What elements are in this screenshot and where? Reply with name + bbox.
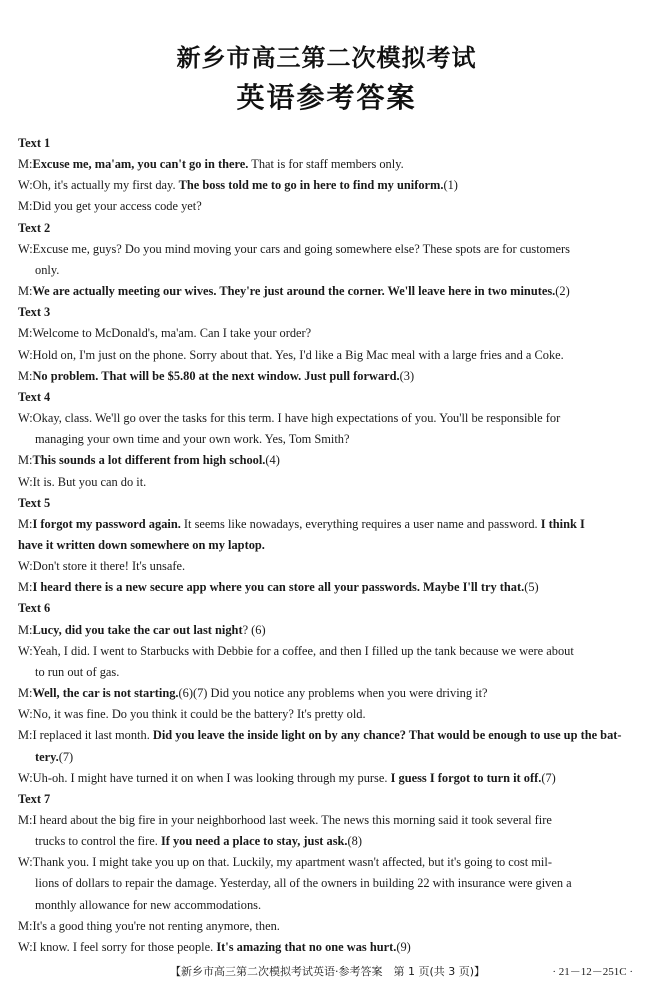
- line-text: (6)(7) Did you notice any problems when you were driving it?: [178, 686, 488, 701]
- answer-highlight: Well, the car is not starting.: [32, 686, 179, 701]
- answer-highlight: I guess I forgot to turn it off.: [390, 770, 542, 785]
- text-heading: [18, 493, 638, 514]
- text-heading: [18, 218, 638, 239]
- answer-highlight: I heard there is a new secure app where you can store all your passwords. Maybe I'll try that.: [32, 580, 525, 595]
- line-text: M:: [18, 686, 33, 701]
- transcript-line: [18, 535, 638, 556]
- transcript-line: [18, 916, 638, 937]
- line-text: W:It is. But you can do it.: [18, 474, 147, 489]
- text-heading: [18, 302, 638, 323]
- answer-highlight: If you need a place to stay, just ask.: [160, 834, 348, 849]
- line-text: W:Oh, it's actually my first day.: [18, 178, 179, 193]
- transcript-line: [18, 345, 638, 366]
- transcript-line: [18, 281, 638, 302]
- document-title: 新乡市高三第二次模拟考试: [176, 44, 477, 72]
- line-text: It seems like nowadays, everything requires a user name and password.: [180, 516, 541, 531]
- transcript-line: [18, 704, 638, 725]
- answer-highlight: Excuse me, ma'am, you can't go in there.: [32, 157, 249, 172]
- transcript-line: [18, 450, 638, 471]
- answer-highlight: This sounds a lot different from high school.: [32, 453, 266, 468]
- line-text: W:Yeah, I did. I went to Starbucks with Debbie for a coffee, and then I filled up the tank because we were about: [18, 643, 574, 658]
- line-text: (2): [555, 284, 570, 299]
- line-text: (9): [396, 939, 411, 954]
- answer-highlight: We are actually meeting our wives. They're just around the corner. We'll leave here in two minutes.: [32, 284, 556, 299]
- line-text: (7): [541, 770, 556, 785]
- line-text: M:Did you get your access code yet?: [18, 199, 202, 214]
- answer-highlight: Did you leave the inside light on by any chance? That would be enough to use up the bat-: [152, 728, 622, 743]
- line-text: M:: [18, 622, 33, 637]
- transcript-line-continued: [18, 662, 638, 683]
- line-text: M:: [18, 453, 33, 468]
- document-subtitle: 英语参考答案: [236, 81, 417, 114]
- line-text: W:Thank you. I might take you up on that. Luckily, my apartment wasn't affected, but it's going to cost mil-: [18, 855, 552, 870]
- text-heading: [18, 387, 638, 408]
- line-text: W:Excuse me, guys? Do you mind moving your cars and going somewhere else? These spots are for customers: [18, 241, 570, 256]
- transcript-line: [18, 323, 638, 344]
- answer-transcript: [18, 133, 638, 958]
- transcript-line: [18, 175, 638, 196]
- line-text: managing your own time and your own work. Yes, Tom Smith?: [35, 432, 350, 447]
- line-text: lions of dollars to repair the damage. Yesterday, all of the owners in building 22 with insurance were given a: [35, 876, 572, 891]
- transcript-line-continued: [18, 831, 638, 852]
- line-text: trucks to control the fire.: [35, 834, 161, 849]
- line-text: W:Okay, class. We'll go over the tasks for this term. I have high expectations of you. You'll be responsible for: [18, 411, 561, 426]
- line-text: M:I replaced it last month.: [18, 728, 153, 743]
- footer-exam-code: · 21－12－251C ·: [552, 966, 633, 978]
- line-text: (4): [265, 453, 280, 468]
- line-text: (7): [58, 749, 74, 764]
- line-text: Text 1: [18, 136, 51, 150]
- line-text: Text 5: [18, 495, 51, 510]
- transcript-line: [18, 556, 638, 577]
- line-text: Text 7: [18, 791, 51, 806]
- line-text: M:It's a good thing you're not renting anymore, then.: [18, 918, 280, 933]
- answer-highlight: I think I: [540, 516, 585, 531]
- line-text: ? (6): [242, 622, 266, 637]
- line-text: M:I heard about the big fire in your neighborhood last week. The news this morning said it took several fire: [18, 813, 552, 827]
- transcript-line: [18, 196, 638, 217]
- answer-highlight: tery.: [35, 749, 59, 764]
- footer-page-info: 【新乡市高三第二次模拟考试英语·参考答案 第 1 页(共 3 页)】: [170, 965, 486, 978]
- line-text: (1): [443, 178, 458, 193]
- transcript-line: [18, 768, 638, 789]
- transcript-line: [18, 366, 638, 387]
- transcript-line-continued: [18, 429, 638, 450]
- line-text: Text 3: [18, 305, 51, 320]
- line-text: only.: [35, 262, 60, 277]
- transcript-line: [18, 154, 638, 175]
- transcript-line: [18, 725, 638, 746]
- line-text: M:: [18, 580, 33, 595]
- transcript-line-continued: [18, 260, 638, 281]
- line-text: That is for staff members only.: [248, 157, 404, 172]
- transcript-line: [18, 937, 638, 958]
- transcript-line-continued: [18, 747, 638, 768]
- transcript-line-continued: [18, 895, 638, 916]
- line-text: M:: [18, 284, 33, 299]
- line-text: to run out of gas.: [35, 664, 120, 679]
- line-text: W:Don't store it there! It's unsafe.: [18, 559, 186, 574]
- answer-highlight: Lucy, did you take the car out last night: [32, 622, 243, 637]
- transcript-line: [18, 620, 638, 641]
- line-text: M:: [18, 516, 33, 531]
- transcript-line: [18, 577, 638, 598]
- text-heading: [18, 598, 638, 619]
- line-text: W:I know. I feel sorry for those people.: [18, 939, 217, 954]
- transcript-line: [18, 852, 638, 873]
- line-text: (3): [399, 368, 415, 383]
- answer-highlight: It's amazing that no one was hurt.: [216, 939, 397, 954]
- answer-highlight: I forgot my password again.: [32, 516, 181, 531]
- answer-highlight: have it written down somewhere on my laptop.: [18, 537, 265, 552]
- transcript-line: [18, 472, 638, 493]
- line-text: M:Welcome to McDonald's, ma'am. Can I take your order?: [18, 326, 312, 341]
- text-heading: [18, 789, 638, 810]
- line-text: W:Uh-oh. I might have turned it on when I was looking through my purse.: [18, 770, 391, 785]
- line-text: W:Hold on, I'm just on the phone. Sorry about that. Yes, I'd like a Big Mac meal with a large fries and a Coke.: [18, 347, 564, 362]
- transcript-line: [18, 810, 638, 831]
- line-text: monthly allowance for new accommodations.: [35, 897, 262, 912]
- line-text: (5): [524, 580, 539, 595]
- transcript-line: [18, 514, 638, 535]
- transcript-line: [18, 641, 638, 662]
- transcript-line-continued: [18, 873, 638, 894]
- line-text: M:: [18, 157, 33, 172]
- line-text: Text 4: [18, 389, 51, 404]
- transcript-line: [18, 408, 638, 429]
- line-text: (8): [347, 834, 362, 849]
- answer-highlight: The boss told me to go in here to find my uniform.: [178, 178, 444, 193]
- transcript-line: [18, 683, 638, 704]
- transcript-line: [18, 239, 638, 260]
- text-heading: [18, 133, 638, 154]
- line-text: Text 2: [18, 220, 51, 235]
- line-text: Text 6: [18, 601, 51, 616]
- line-text: W:No, it was fine. Do you think it could be the battery? It's pretty old.: [18, 707, 366, 722]
- answer-highlight: No problem. That will be $5.80 at the next window. Just pull forward.: [32, 368, 400, 383]
- line-text: M:: [18, 368, 33, 383]
